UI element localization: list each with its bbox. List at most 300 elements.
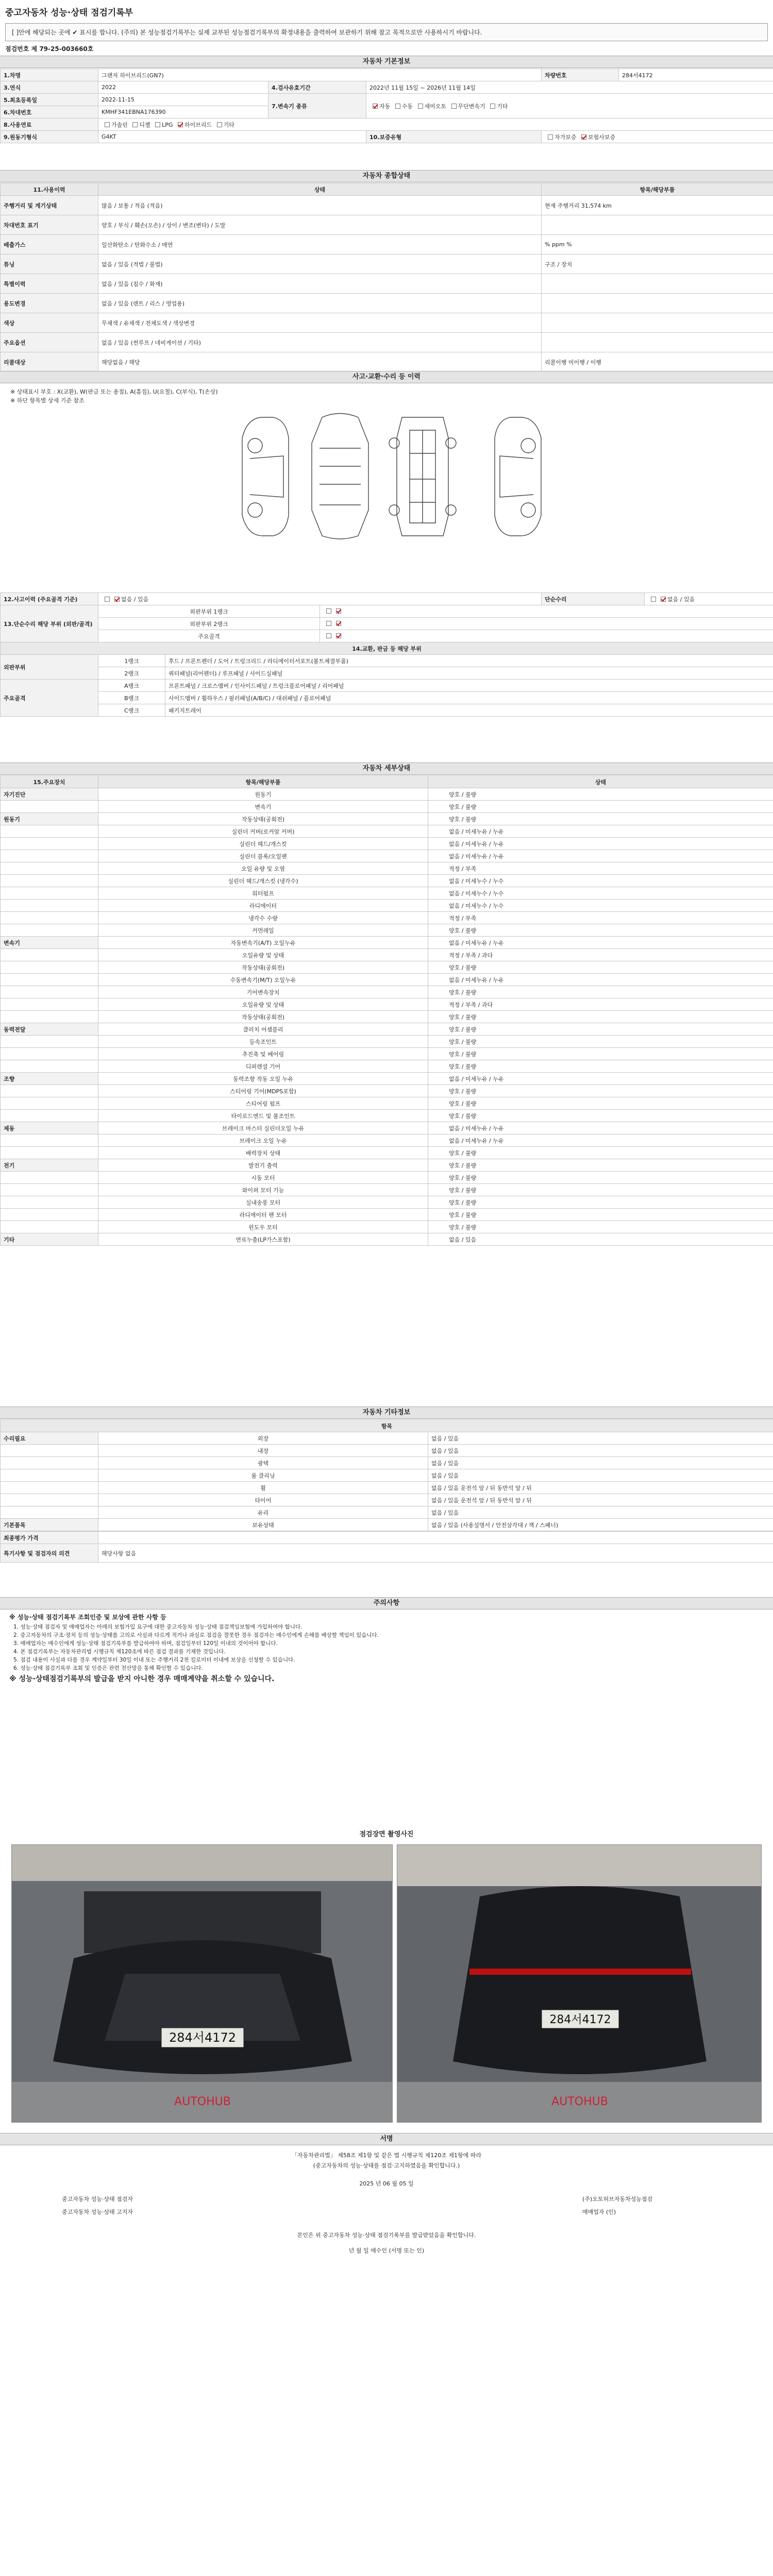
status-legend: ※ 상태표시 부호 : X(교환), W(판금 또는 용접), A(흠집), U(요철), C(부식), T(손상) ※ 하단 항목별 상세 기준 참조: [10, 388, 218, 404]
item-label: 스티어링 펌프: [98, 1097, 428, 1110]
caution-line: 3. 매매업자는 매수인에게 성능·상태 점검기록부를 발급하여야 하며, 점검일부터 120일 이내의 것이어야 합니다.: [13, 1640, 278, 1647]
parts-header: 14.교환, 판금 등 해당 부위: [1, 642, 773, 655]
motor-type: G4KT: [98, 131, 366, 143]
row-extra: 현재 주행거리 31,574 km: [542, 196, 773, 215]
item-label: 등속조인트: [98, 1036, 428, 1048]
row-state: 없음 / 있음 (썬루프 / 네비게이션 / 기타): [98, 333, 542, 352]
table-row: [1, 1469, 773, 1482]
item-label: 냉각수 수량: [98, 912, 428, 924]
item-state: 없음 / 미세누수 / 누수: [428, 875, 773, 887]
checkbox[interactable]: [581, 134, 586, 140]
item-state: 없음 / 미세누유 / 누유: [428, 1122, 773, 1134]
item-label: 작동상태(공회전): [98, 813, 428, 825]
item-label: 동력조향 작동 오일 누유: [98, 1073, 428, 1085]
table-row: [1, 801, 773, 813]
item-state: 없음 / 있음: [428, 1445, 773, 1457]
item-label: 클러치 어셈블리: [98, 1023, 428, 1036]
checkbox[interactable]: [336, 621, 341, 626]
table-row: [1, 974, 773, 986]
item-state: 없음 / 미세누수 / 누수: [428, 887, 773, 900]
checkbox[interactable]: [651, 597, 656, 602]
table-row: [1, 255, 773, 274]
brand-logo: AUTOHUB: [174, 2095, 231, 2108]
category-label: [1, 838, 98, 850]
item-state: 없음 / 미세누유 / 누유: [428, 825, 773, 838]
table-row: [1, 900, 773, 912]
category-label: [1, 924, 98, 937]
label-first-reg: 5.최초등록일: [1, 94, 98, 106]
row-label: 주요옵션: [1, 333, 98, 352]
rank-1-parts: 후드 / 프론트펜더 / 도어 / 트렁크리드 / 라디에이터서포트(볼트체결부품): [165, 655, 773, 667]
receiver-date: 년 월 일 매수인 (서명 또는 인): [348, 2247, 425, 2254]
row-label: 색상: [1, 313, 98, 333]
checkbox[interactable]: [373, 104, 378, 109]
checkbox[interactable]: [418, 104, 423, 109]
table-row: [1, 862, 773, 875]
table-row: [1, 1036, 773, 1048]
table-row: [1, 1209, 773, 1221]
table-row: [1, 1494, 773, 1506]
item-state: 없음 / 있음 운전석 앞 / 뒤 동반석 앞 / 뒤: [428, 1482, 773, 1494]
seller-value: 매매업자 (인): [582, 2209, 616, 2215]
car-year: 2022: [98, 81, 268, 94]
item-state: 양호 / 불량: [428, 924, 773, 937]
band-other: 자동차 기타정보: [0, 1406, 773, 1419]
band-caution: 주의사항: [0, 1597, 773, 1609]
table-row: [1, 961, 773, 974]
item-label: 스티어링 기어(MDPS포함): [98, 1085, 428, 1097]
front-car-image: [12, 1845, 393, 2123]
checkbox[interactable]: [105, 122, 110, 127]
item-state: 양호 / 불량: [428, 1048, 773, 1060]
checkbox[interactable]: [395, 104, 400, 109]
category-label: [1, 862, 98, 875]
table-row: [1, 1184, 773, 1196]
item-label: 워터펌프: [98, 887, 428, 900]
category-label: [1, 1184, 98, 1196]
item-state: 양호 / 불량: [428, 1209, 773, 1221]
table-row: [1, 1506, 773, 1519]
checker-label: 중고자동차 성능·상태 점검자: [62, 2196, 133, 2202]
table-row: [1, 788, 773, 801]
item-state: 양호 / 불량: [428, 801, 773, 813]
table-row: [1, 294, 773, 313]
item-label: 작동상태(공회전): [98, 1011, 428, 1023]
label-vin: 6.차대번호: [1, 106, 98, 118]
table-row: [1, 1073, 773, 1085]
table-row: [1, 1445, 773, 1457]
rank-2: 2랭크: [98, 667, 165, 680]
table-row: [1, 1134, 773, 1147]
row-label: 리콜대상: [1, 352, 98, 372]
category-label: [1, 912, 98, 924]
table-row: [1, 333, 773, 352]
table-row: [1, 1060, 773, 1073]
category-label: [1, 875, 98, 887]
row-label: 배출가스: [1, 235, 98, 255]
outer-rank1-value: [320, 605, 773, 618]
category-label: [1, 1097, 98, 1110]
item-label: 내장: [98, 1445, 428, 1457]
item-label: 자동변속기(A/T) 오일누유: [98, 937, 428, 949]
row-state: 일산화탄소 / 탄화수소 / 매연: [98, 235, 542, 255]
item-state: 적정 / 부족: [428, 862, 773, 875]
caution-line: 5. 점검 내용이 사실과 다를 경우 계약일부터 30일 이내 또는 주행거리 2천 킬로미터 이내에 보상을 신청할 수 있습니다.: [13, 1657, 295, 1663]
first-reg-date: 2022-11-15: [98, 94, 268, 106]
label-fuel: 8.사용연료: [1, 118, 98, 131]
table-row: [1, 1122, 773, 1134]
overall-table: [0, 183, 773, 372]
row-label: 용도변경: [1, 294, 98, 313]
main-frame-value: [320, 630, 773, 642]
item-state: 양호 / 불량: [428, 1196, 773, 1209]
table-row: [1, 986, 773, 998]
rear-photo: [397, 1844, 762, 2123]
outer-rank1: 외판부위 1랭크: [98, 605, 320, 618]
table-row: [1, 875, 773, 887]
item-label: 룸 클리닝: [98, 1469, 428, 1482]
category-label: [1, 1209, 98, 1221]
item-label: 유리: [98, 1506, 428, 1519]
category-label: [1, 1011, 98, 1023]
header-item: 항목/해당부품: [542, 183, 773, 196]
category-label: [1, 1506, 98, 1519]
seller-label: 중고자동차 성능·상태 고지자: [62, 2209, 133, 2215]
table-row: [1, 313, 773, 333]
label-transmission: 7.변속기 종류: [268, 94, 366, 118]
outer-rank2: 외판부위 2랭크: [98, 618, 320, 630]
table-row: [1, 850, 773, 862]
category-label: 기본품목: [1, 1519, 98, 1531]
sign-text1: 「자동차관리법」 제58조 제1항 및 같은 법 시행규칙 제120조 제1항에 따라: [291, 2152, 482, 2159]
category-label: [1, 801, 98, 813]
category-label: [1, 1172, 98, 1184]
item-state: 없음 / 미세누유 / 누유: [428, 838, 773, 850]
item-label: 라디에이터: [98, 900, 428, 912]
table-row: [1, 1233, 773, 1246]
item-state: 양호 / 불량: [428, 1159, 773, 1172]
table-row: [1, 1023, 773, 1036]
front-photo: [11, 1844, 393, 2123]
table-row: [1, 1085, 773, 1097]
rank-1: 1랭크: [98, 655, 165, 667]
item-state: 양호 / 불량: [428, 813, 773, 825]
table-row: [1, 196, 773, 215]
category-label: [1, 1196, 98, 1209]
simple-repair-value: 없음 / 있음: [645, 593, 773, 605]
category-label: [1, 1221, 98, 1233]
price-value: [98, 1532, 773, 1544]
row-extra: 리콜이행 미이행 / 이행: [542, 352, 773, 372]
item-label: 오일 유량 및 오염: [98, 862, 428, 875]
category-label: [1, 961, 98, 974]
item-label: 디퍼렌셜 기어: [98, 1060, 428, 1073]
item-label: 브레이크 오일 누유: [98, 1134, 428, 1147]
item-label: 추진축 및 베어링: [98, 1048, 428, 1060]
car-name: 그랜저 하이브리드(GN7): [98, 69, 542, 81]
special-value: 해당사항 없음: [98, 1544, 773, 1563]
category-label: 조향: [1, 1073, 98, 1085]
category-label: [1, 1494, 98, 1506]
item-label: 오일유량 및 상태: [98, 998, 428, 1011]
header-history: 11.사용이력: [1, 183, 98, 196]
table-row: [1, 825, 773, 838]
checkbox[interactable]: [132, 122, 138, 127]
category-label: [1, 1147, 98, 1159]
row-state: 없음 / 있음 (렌트 / 리스 / 영업용): [98, 294, 542, 313]
item-state: 적정 / 부족 / 과다: [428, 949, 773, 961]
checkbox[interactable]: [336, 633, 341, 638]
row-extra: [542, 313, 773, 333]
row-label: 튜닝: [1, 255, 98, 274]
label-motor: 9.원동기형식: [1, 131, 98, 143]
table-row: [1, 1519, 773, 1531]
item-state: 양호 / 불량: [428, 986, 773, 998]
rank-a-parts: 프론트패널 / 크로스멤버 / 인사이드패널 / 트렁크플로어패널 / 리어패널: [165, 680, 773, 692]
label-price: 최종평가 가격: [1, 1532, 98, 1544]
label-repair-parts: 13.단순수리 해당 부위 (외판/골격): [1, 605, 98, 642]
item-label: 발전기 출력: [98, 1159, 428, 1172]
plate-number: 284서4172: [169, 2030, 237, 2045]
category-label: [1, 850, 98, 862]
band-basic: 자동차 기본정보: [0, 56, 773, 68]
row-state: 해당없음 / 해당: [98, 352, 542, 372]
item-state: 없음 / 미세누유 / 누유: [428, 1134, 773, 1147]
category-label: [1, 825, 98, 838]
category-label: [1, 986, 98, 998]
item-state: 양호 / 불량: [428, 1085, 773, 1097]
notice-box: [ ]안에 해당되는 곳에 ✔ 표시를 합니다. (주의) 본 성능점검기록부는 실제 교부된 성능점검기록부의 확정내용을 출력하여 보관하기 위해 참고 목적으로만 사용하시기 바랍니다.: [5, 23, 768, 41]
item-label: 배력장치 상태: [98, 1147, 428, 1159]
category-label: [1, 1482, 98, 1494]
item-state: 없음 / 있음 운전석 앞 / 뒤 동반석 앞 / 뒤: [428, 1494, 773, 1506]
rank-2-parts: 쿼터패널(리어펜더) / 루프패널 / 사이드실패널: [165, 667, 773, 680]
table-row: [1, 1482, 773, 1494]
item-label: 윈도우 모터: [98, 1221, 428, 1233]
warning-line: ※ 성능·상태점검기록부의 발급을 받지 아니한 경우 매매계약을 취소할 수 있습니다.: [9, 1675, 275, 1683]
band-overall: 자동차 종합상태: [0, 170, 773, 182]
row-extra: [542, 215, 773, 235]
item-label: 휠: [98, 1482, 428, 1494]
category-label: 수리필요: [1, 1432, 98, 1445]
table-row: [1, 235, 773, 255]
accident-value: 없음 / 있음: [98, 593, 542, 605]
basic-info-table: [0, 69, 773, 143]
category-label: [1, 1469, 98, 1482]
detail-table: [0, 775, 773, 1394]
item-state: 양호 / 불량: [428, 1097, 773, 1110]
item-state: 양호 / 불량: [428, 1147, 773, 1159]
table-row: [1, 1097, 773, 1110]
item-state: 없음 / 있음 (사용설명서 / 안전삼각대 / 잭 / 스패너): [428, 1519, 773, 1531]
table-row: [1, 1196, 773, 1209]
item-state: 양호 / 불량: [428, 1172, 773, 1184]
category-label: 기타: [1, 1233, 98, 1246]
item-state: 양호 / 불량: [428, 1184, 773, 1196]
caution-head: ※ 성능·상태 점검기록부 조회인증 및 보상에 관한 사항 등: [9, 1614, 166, 1621]
fuel-options: 가솔린 디젤 LPG 하이브리드 기타: [98, 118, 773, 131]
item-state: 양호 / 불량: [428, 788, 773, 801]
caution-line: 6. 성능·상태 점검기록부 조회 및 인증은 관련 전산망을 통해 확인할 수 있습니다.: [13, 1665, 203, 1671]
checkbox[interactable]: [548, 134, 553, 140]
caution-line: 1. 성능·상태 점검자 및 매매업자는 아래의 보험가입 요구에 대한 중고자동차 성능·상태 점검책임보험에 가입하여야 합니다.: [13, 1624, 303, 1630]
category-label: [1, 1457, 98, 1469]
item-state: 양호 / 불량: [428, 1036, 773, 1048]
category-label: [1, 974, 98, 986]
category-label: [1, 1110, 98, 1122]
checkbox[interactable]: [661, 597, 666, 602]
item-state: 없음 / 미세누유 / 누유: [428, 974, 773, 986]
row-label: 특별이력: [1, 274, 98, 294]
rear-car-image: [397, 1845, 762, 2123]
caution-line: 2. 중고자동차의 구조·장치 등의 성능·상태를 고의로 사실과 다르게 적거나 과실로 점검을 잘못한 경우 점검자는 매수인에게 손해를 배상할 책임이 있습니다.: [13, 1632, 379, 1638]
item-label: 커먼레일: [98, 924, 428, 937]
document-title: 중고자동차 성능·상태 점검기록부: [5, 8, 133, 18]
item-label: 실린더 커버(로커암 커버): [98, 825, 428, 838]
item-state: 없음 / 있음: [428, 1432, 773, 1445]
label-year: 3.연식: [1, 81, 98, 94]
label-warranty: 10.보증유형: [366, 131, 542, 143]
label-accident: 12.사고이력 (주요골격 기준): [1, 593, 98, 605]
category-label: [1, 949, 98, 961]
main-frame: 주요골격: [98, 630, 320, 642]
sign-text2: (중고자동차의 성능·상태를 점검·고지하였음을 확인합니다.): [313, 2162, 460, 2169]
item-label: 외장: [98, 1432, 428, 1445]
item-state: 적정 / 부족: [428, 912, 773, 924]
row-state: 없음 / 있음 (침수 / 화재): [98, 274, 542, 294]
category-label: 동력전달: [1, 1023, 98, 1036]
table-row: [1, 1110, 773, 1122]
header-state: 상태: [98, 183, 542, 196]
checkbox[interactable]: [217, 122, 222, 127]
item-state: 양호 / 불량: [428, 1110, 773, 1122]
row-state: 많음 / 보통 / 적음 (적음): [98, 196, 542, 215]
table-row: [1, 1048, 773, 1060]
table-row: [1, 215, 773, 235]
table-row: [1, 924, 773, 937]
rank-b: B랭크: [98, 692, 165, 704]
inspection-period: 2022년 11월 15일 ~ 2026년 11월 14일: [366, 81, 773, 94]
rank-c: C랭크: [98, 704, 165, 717]
item-state: 양호 / 불량: [428, 1060, 773, 1073]
item-label: 변속기: [98, 801, 428, 813]
table-row: [1, 949, 773, 961]
table-row: [1, 1457, 773, 1469]
brand-logo: AUTOHUB: [551, 2095, 608, 2108]
item-state: 없음 / 미세누유 / 누유: [428, 1073, 773, 1085]
category-label: [1, 1048, 98, 1060]
item-label: 타이어: [98, 1494, 428, 1506]
label-regno: 차량번호: [542, 69, 619, 81]
item-state: 양호 / 불량: [428, 1221, 773, 1233]
item-label: 보유상태: [98, 1519, 428, 1531]
other-header: 항목: [1, 1420, 773, 1432]
table-row: [1, 274, 773, 294]
rank-a: A랭크: [98, 680, 165, 692]
checkbox[interactable]: [155, 122, 160, 127]
item-label: 실내송풍 모터: [98, 1196, 428, 1209]
vin-number: KMHF341EBNA176390: [98, 106, 268, 118]
checkbox[interactable]: [490, 104, 495, 109]
row-extra: [542, 274, 773, 294]
category-label: 제동: [1, 1122, 98, 1134]
row-state: 양호 / 부식 / 훼손(오손) / 상이 / 변조(변타) / 도말: [98, 215, 542, 235]
item-label: 실린더 블록/오일팬: [98, 850, 428, 862]
checkbox[interactable]: [326, 621, 331, 626]
item-state: 양호 / 불량: [428, 961, 773, 974]
row-extra: [542, 294, 773, 313]
plate-number: 284서4172: [549, 2013, 611, 2026]
label-period: 4.검사유효기간: [268, 81, 366, 94]
checkbox[interactable]: [451, 104, 457, 109]
item-state: 없음 / 미세누유 / 누유: [428, 850, 773, 862]
row-label: 차대번호 표기: [1, 215, 98, 235]
item-label: 와이퍼 모터 기능: [98, 1184, 428, 1196]
category-label: 변속기: [1, 937, 98, 949]
table-row: [1, 937, 773, 949]
checkbox[interactable]: [336, 608, 341, 614]
sign-date: 2025 년 06 월 05 일: [359, 2180, 414, 2187]
table-row: [1, 352, 773, 372]
table-row: [1, 838, 773, 850]
item-state: 없음 / 있음: [428, 1469, 773, 1482]
caution-text: [9, 1613, 764, 1683]
category-label: [1, 887, 98, 900]
item-state: 양호 / 불량: [428, 1023, 773, 1036]
document-number: 점검번호 제 79-25-003660호: [5, 45, 94, 53]
receiver-text: 본인은 위 중고자동차 성능·상태 점검기록부를 발급받았음을 확인합니다.: [297, 2232, 476, 2239]
checkbox[interactable]: [326, 633, 331, 638]
checkbox[interactable]: [114, 597, 120, 602]
item-label: 기어변속장치: [98, 986, 428, 998]
category-label: [1, 1085, 98, 1097]
item-label: 실린더 헤드/개스킷 (냉각수): [98, 875, 428, 887]
category-label: [1, 1036, 98, 1048]
item-state: 없음 / 있음: [428, 1457, 773, 1469]
band-detail: 자동차 세부상태: [0, 762, 773, 775]
table-row: [1, 1221, 773, 1233]
row-extra: % ppm %: [542, 235, 773, 255]
band-sign: 서명: [0, 2133, 773, 2145]
category-label: [1, 998, 98, 1011]
item-label: 수동변속기(M/T) 오일누유: [98, 974, 428, 986]
item-state: 적정 / 부족 / 과다: [428, 998, 773, 1011]
other-table: [0, 1419, 773, 1563]
detail-h3: 상태: [428, 776, 773, 788]
outer-rank2-value: [320, 618, 773, 630]
category-label: 원동기: [1, 813, 98, 825]
warranty-options: 자가보증 보험사보증: [542, 131, 773, 143]
car-outline-diagram: [232, 407, 551, 546]
frame-label: 주요골격: [1, 680, 98, 717]
table-row: [1, 1147, 773, 1159]
checkbox[interactable]: [326, 608, 331, 614]
table-row: [1, 998, 773, 1011]
item-state: 없음 / 있음: [428, 1506, 773, 1519]
checkbox[interactable]: [178, 122, 183, 127]
rank-c-parts: 패키지트레이: [165, 704, 773, 717]
category-label: 자기진단: [1, 788, 98, 801]
category-label: [1, 1134, 98, 1147]
checkbox[interactable]: [105, 597, 110, 602]
detail-h2: 항목/해당부품: [98, 776, 428, 788]
transmission-options: 자동 수동 세미오토 무단변속기 기타: [366, 94, 773, 118]
table-row: [1, 1159, 773, 1172]
table-row: [1, 912, 773, 924]
row-state: 없음 / 있음 (적법 / 불법): [98, 255, 542, 274]
item-state: 양호 / 불량: [428, 1011, 773, 1023]
table-row: [1, 1172, 773, 1184]
